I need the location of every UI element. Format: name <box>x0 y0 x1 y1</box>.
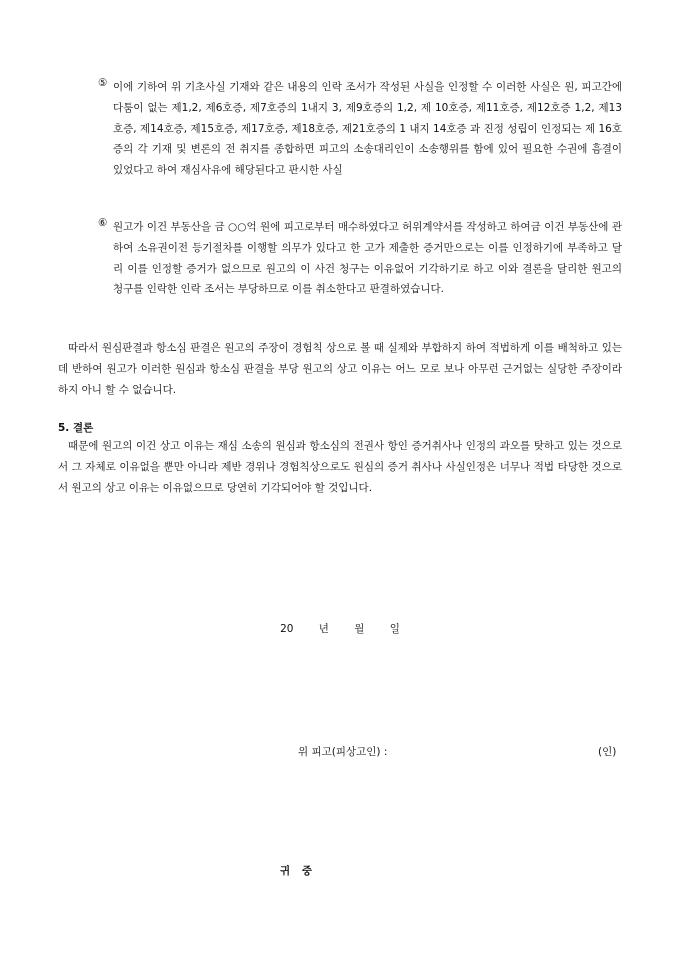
list-item-6 <box>98 217 622 300</box>
closing-addressee: 귀 중 <box>280 865 316 877</box>
list-item-5 <box>98 77 622 181</box>
seal-mark: (인) <box>598 746 617 758</box>
list-item-text: 원고가 이건 부동산을 금 ○○억 원에 피고로부터 매수하였다고 허위계약서를 작성하고 하여금 이건 부동산에 관하여 소유권이전 등기절차를 이행할 의무가 있다고 한 고가 제출한 증거만으로는 이를 인정하기에 부족하고 달리 이를 인정할 증거가 없으므로 원고의 이 사건 청구는 이유없어 기각하기로 하고 이와 결론을 달리한 원고의 청구를 인락한 인락 조서는 부당하므로 이를 취소한다고 판결하였습니다. <box>113 221 622 296</box>
date-line: 20 년 월 일 <box>280 623 400 635</box>
list-item-marker: ⑤ <box>98 77 108 89</box>
section-heading-conclusion: 5. 결론 <box>58 422 94 434</box>
conclusion-paragraph: 때문에 원고의 이건 상고 이유는 재심 소송의 원심과 항소심의 전권사 항인 증거취사나 인정의 과오를 탓하고 있는 것으로서 그 자체로 이유없을 뿐만 아니라 제반 경위나 경험칙상으로도 원심의 증거 취사나 사실인정은 너무나 적법 타당한 것으로서 원고의 상고 이유는 이유없으므로 당연히 기각되어야 할 것입니다. <box>58 440 622 494</box>
list-item-marker: ⑥ <box>98 217 108 229</box>
summary-paragraph: 따라서 원심판결과 항소심 판결은 원고의 주장이 경험칙 상으로 볼 때 실제와 부합하지 하여 적법하게 이를 배척하고 있는데 반하여 원고가 이러한 원심과 항소심 판결을 부당 원고의 상고 이유는 어느 모로 보나 아무런 근거없는 실당한 주장이라 하지 아니 할 수 없습니다. <box>58 342 622 396</box>
list-item-text: 이에 기하여 위 기초사실 기재와 같은 내용의 인락 조서가 작성된 사실을 인정할 수 이러한 사실은 원, 피고간에 다툼이 없는 제1,2, 제6호증, 제7호증의 1내지 3, 제9호증의 1,2, 제 10호증, 제11호증, 제12호증 1,2, 제13호증, 제14호증, 제15호증, 제17호증, 제18호증, 제21호증의 1 내지 14호증 과 진정 성립이 인정되는 제 16호증의 각 기재 및 변론의 전 취지를 종합하면 피고의 소송대리인이 소송행위를 함에 있어 필요한 수권에 흠결이 있었다고 하여 재심사유에 해당된다고 판시한 사실 <box>113 81 622 177</box>
signature-label: 위 피고(피상고인) : <box>298 746 388 758</box>
